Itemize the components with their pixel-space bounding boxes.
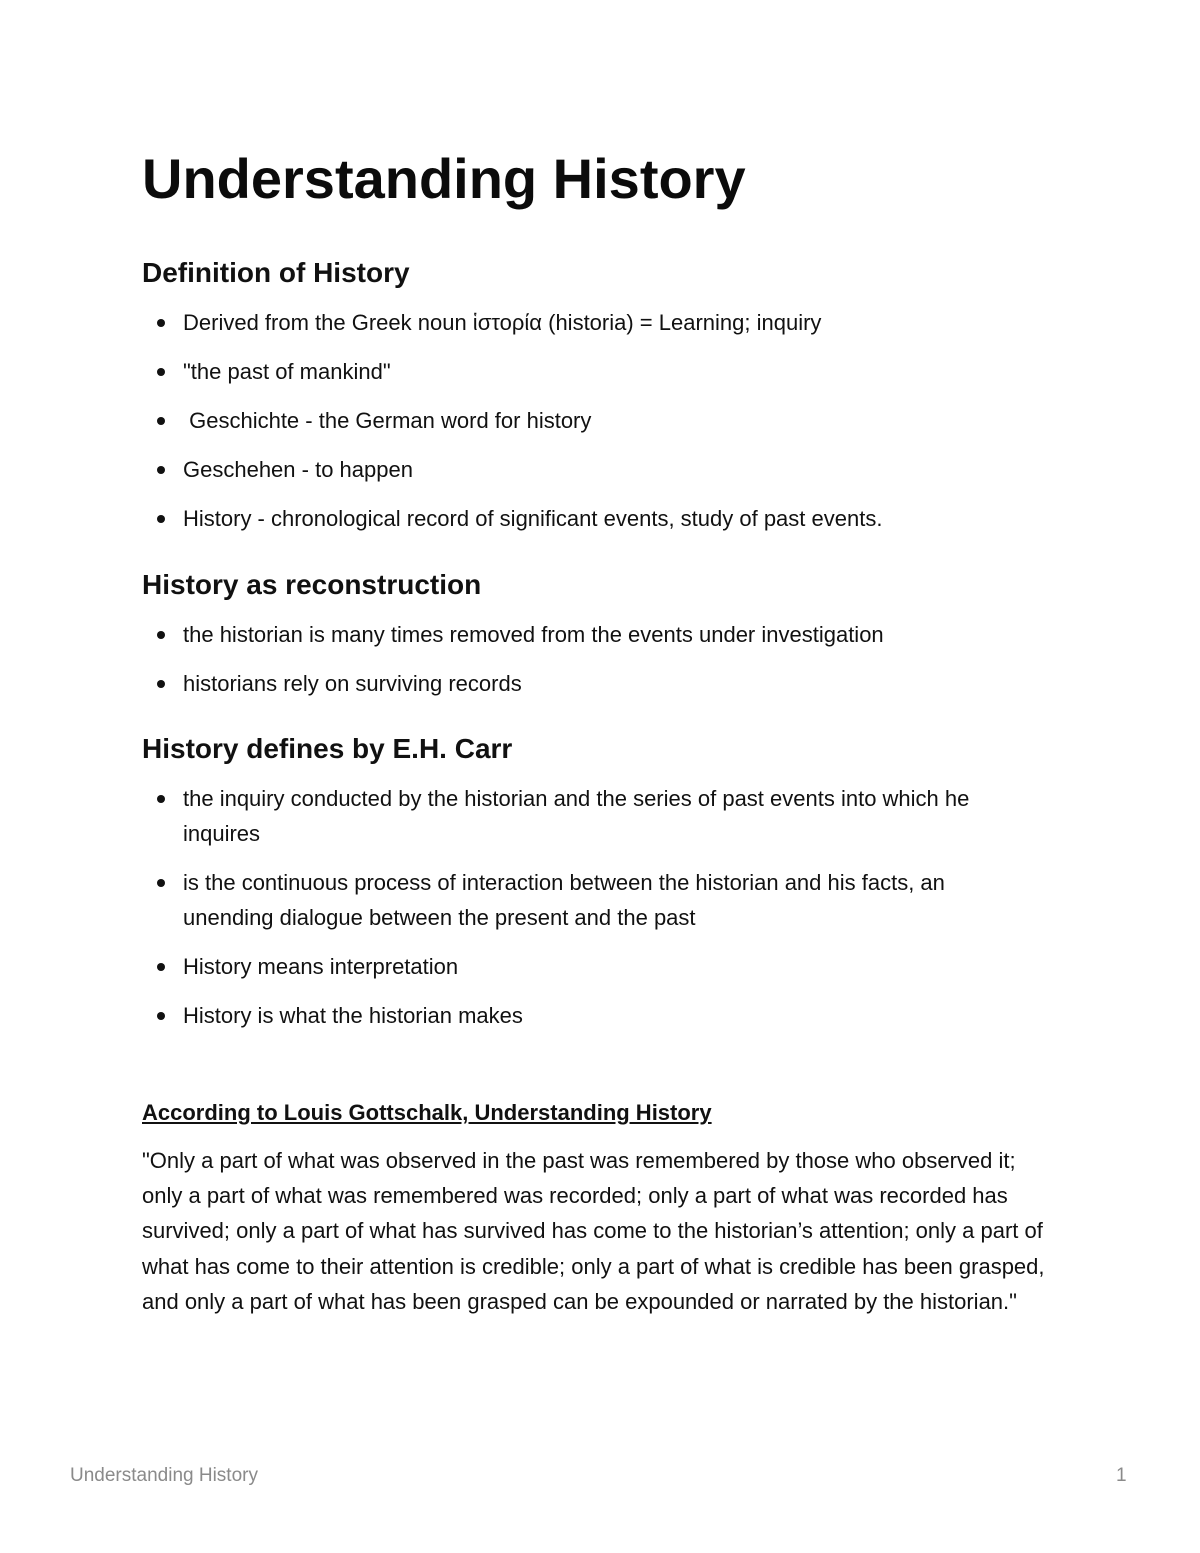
list-item-text: historians rely on surviving records (183, 671, 522, 696)
bullet-icon (157, 680, 165, 688)
bullet-icon (157, 319, 165, 327)
section-heading-reconstruction: History as reconstruction (142, 569, 482, 600)
list-item-text: Geschichte - the German word for history (183, 408, 592, 433)
footer-page-number: 1 (1116, 1465, 1127, 1486)
bullet-icon (157, 515, 165, 523)
list-item (142, 998, 1032, 1033)
gottschalk-heading: According to Louis Gottschalk, Understanding History (142, 1100, 712, 1125)
list-item (142, 403, 1042, 438)
list-item (142, 949, 1032, 984)
bullet-icon (157, 631, 165, 639)
list-item-text: History means interpretation (183, 954, 459, 979)
page-title: Understanding History (142, 147, 746, 210)
section-heading-definition: Definition of History (142, 257, 410, 288)
list-item (142, 452, 1042, 487)
list-item-text: the inquiry conducted by the historian and the series of past events into which he inquires (183, 786, 970, 846)
reconstruction-list (142, 617, 1042, 715)
list-item (142, 617, 1042, 652)
carr-list (142, 781, 1032, 1047)
list-item (142, 781, 1032, 851)
bullet-icon (157, 417, 165, 425)
list-item (142, 305, 1042, 340)
bullet-icon (157, 368, 165, 376)
list-item (142, 865, 1032, 935)
bullet-icon (157, 795, 165, 803)
list-item (142, 354, 1042, 389)
bullet-icon (157, 466, 165, 474)
list-item-text: Geschehen - to happen (183, 457, 413, 482)
list-item-text: History is what the historian makes (183, 1003, 523, 1028)
bullet-icon (157, 963, 165, 971)
list-item-text: Derived from the Greek noun ἱστορία (historia) = Learning; inquiry (183, 310, 822, 335)
definition-list (142, 305, 1042, 550)
section-heading-carr: History defines by E.H. Carr (142, 733, 513, 764)
gottschalk-quote: "Only a part of what was observed in the past was remembered by those who observed it; only a part of what was remembered was recorded; only a part of what was recorded has survived; only a part of what has survived has come to the historian’s attention; only a part of what has come to their attention is credible; only a part of what is credible has been grasped, and only a part of what has been grasped can be expounded or narrated by the historian." (142, 1148, 1045, 1314)
bullet-icon (157, 879, 165, 887)
list-item-text: "the past of mankind" (183, 359, 391, 384)
list-item-text: the historian is many times removed from the events under investigation (183, 622, 884, 647)
bullet-icon (157, 1012, 165, 1020)
list-item-text: is the continuous process of interaction between the historian and his facts, an unending dialogue between the present and the past (183, 870, 945, 930)
list-item (142, 501, 1042, 536)
list-item (142, 666, 1042, 701)
list-item-text: History - chronological record of significant events, study of past events. (183, 506, 883, 531)
footer-title: Understanding History (70, 1465, 258, 1486)
